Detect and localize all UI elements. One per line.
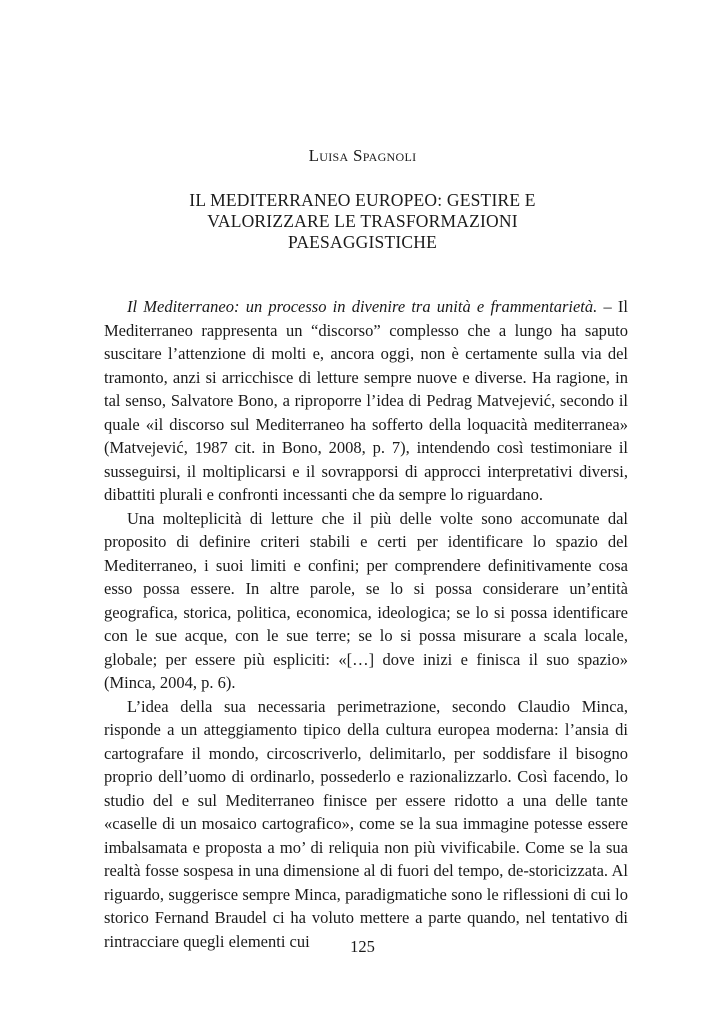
author-name: Luisa Spagnoli [308,146,417,165]
chapter-title-line: VALORIZZARE LE TRASFORMAZIONI [207,211,518,231]
chapter-title-line: IL MEDITERRANEO EUROPEO: GESTIRE E [189,190,536,210]
page-number: 125 [350,937,375,956]
chapter-title-line: PAESAGGISTICHE [288,232,437,252]
paragraph [104,295,628,507]
paragraph [104,507,628,695]
chapter-title [100,190,625,253]
section-lead-heading: Il Mediterraneo: un processo in divenire tra unità e frammentarietà. [127,297,598,316]
paragraph [104,695,628,954]
paragraph-text: Una molteplicità di letture che il più delle volte sono accomunate dal proposito di definire criteri stabili e certi per identificare lo spazio del Mediterraneo, i suoi limiti e confini; per comprendere definitivamente cosa esso possa essere. In altre parole, se lo si possa considerare un’entità geografica, storica, politica, economica, ideologica; se lo si possa identificare con le sue acque, con le sue terre; se lo si possa misurare a scala locale, globale; per essere più espliciti: «[…] dove inizi e finisca il suo spazio» (Minca, 2004, p. 6). [104,508,628,692]
paragraph-text: – Il Mediterraneo rappresenta un “discorso” complesso che a lungo ha saputo suscitare l’attenzione di molti e, ancora oggi, non è certamente sulla via del tramonto, anzi si arricchisce di letture sempre nuove e diverse. Ha ragione, in tal senso, Salvatore Bono, a riproporre l’idea di Pedrag Matvejević, secondo il quale «il discorso sul Mediterraneo ha sofferto della loquacità mediterranea» (Matvejević, 1987 cit. in Bono, 2008, p. 7), intendendo così testimoniare il susseguirsi, il moltiplicarsi e il sovrapporsi di approcci interpretativi diversi, dibattiti plurali e confronti incessanti che da sempre lo riguardano. [104,297,628,504]
body-text [104,295,628,953]
paragraph-text: L’idea della sua necessaria perimetrazione, secondo Claudio Minca, risponde a un atteggiamento tipico della cultura europea moderna: l’ansia di cartografare il mondo, circoscriverlo, delimitarlo, per soddisfare il bisogno proprio dell’uomo di ordinarlo, possederlo e razionalizzarlo. Così facendo, lo studio del e sul Mediterraneo finisce per essere ridotto a una delle tante «caselle di un mosaico cartografico», come se la sua immagine potesse essere imbalsamata e proposta a mo’ di reliquia non più vivificabile. Come se la sua realtà fosse sospesa in una dimensione al di fuori del tempo, de-storicizzata. Al riguardo, suggerisce sempre Minca, paradigmatiche sono le riflessioni di cui lo storico Fernand Braudel ci ha voluto mettere a parte quando, nel tentativo di rintracciare quegli elementi cui [104,696,628,951]
